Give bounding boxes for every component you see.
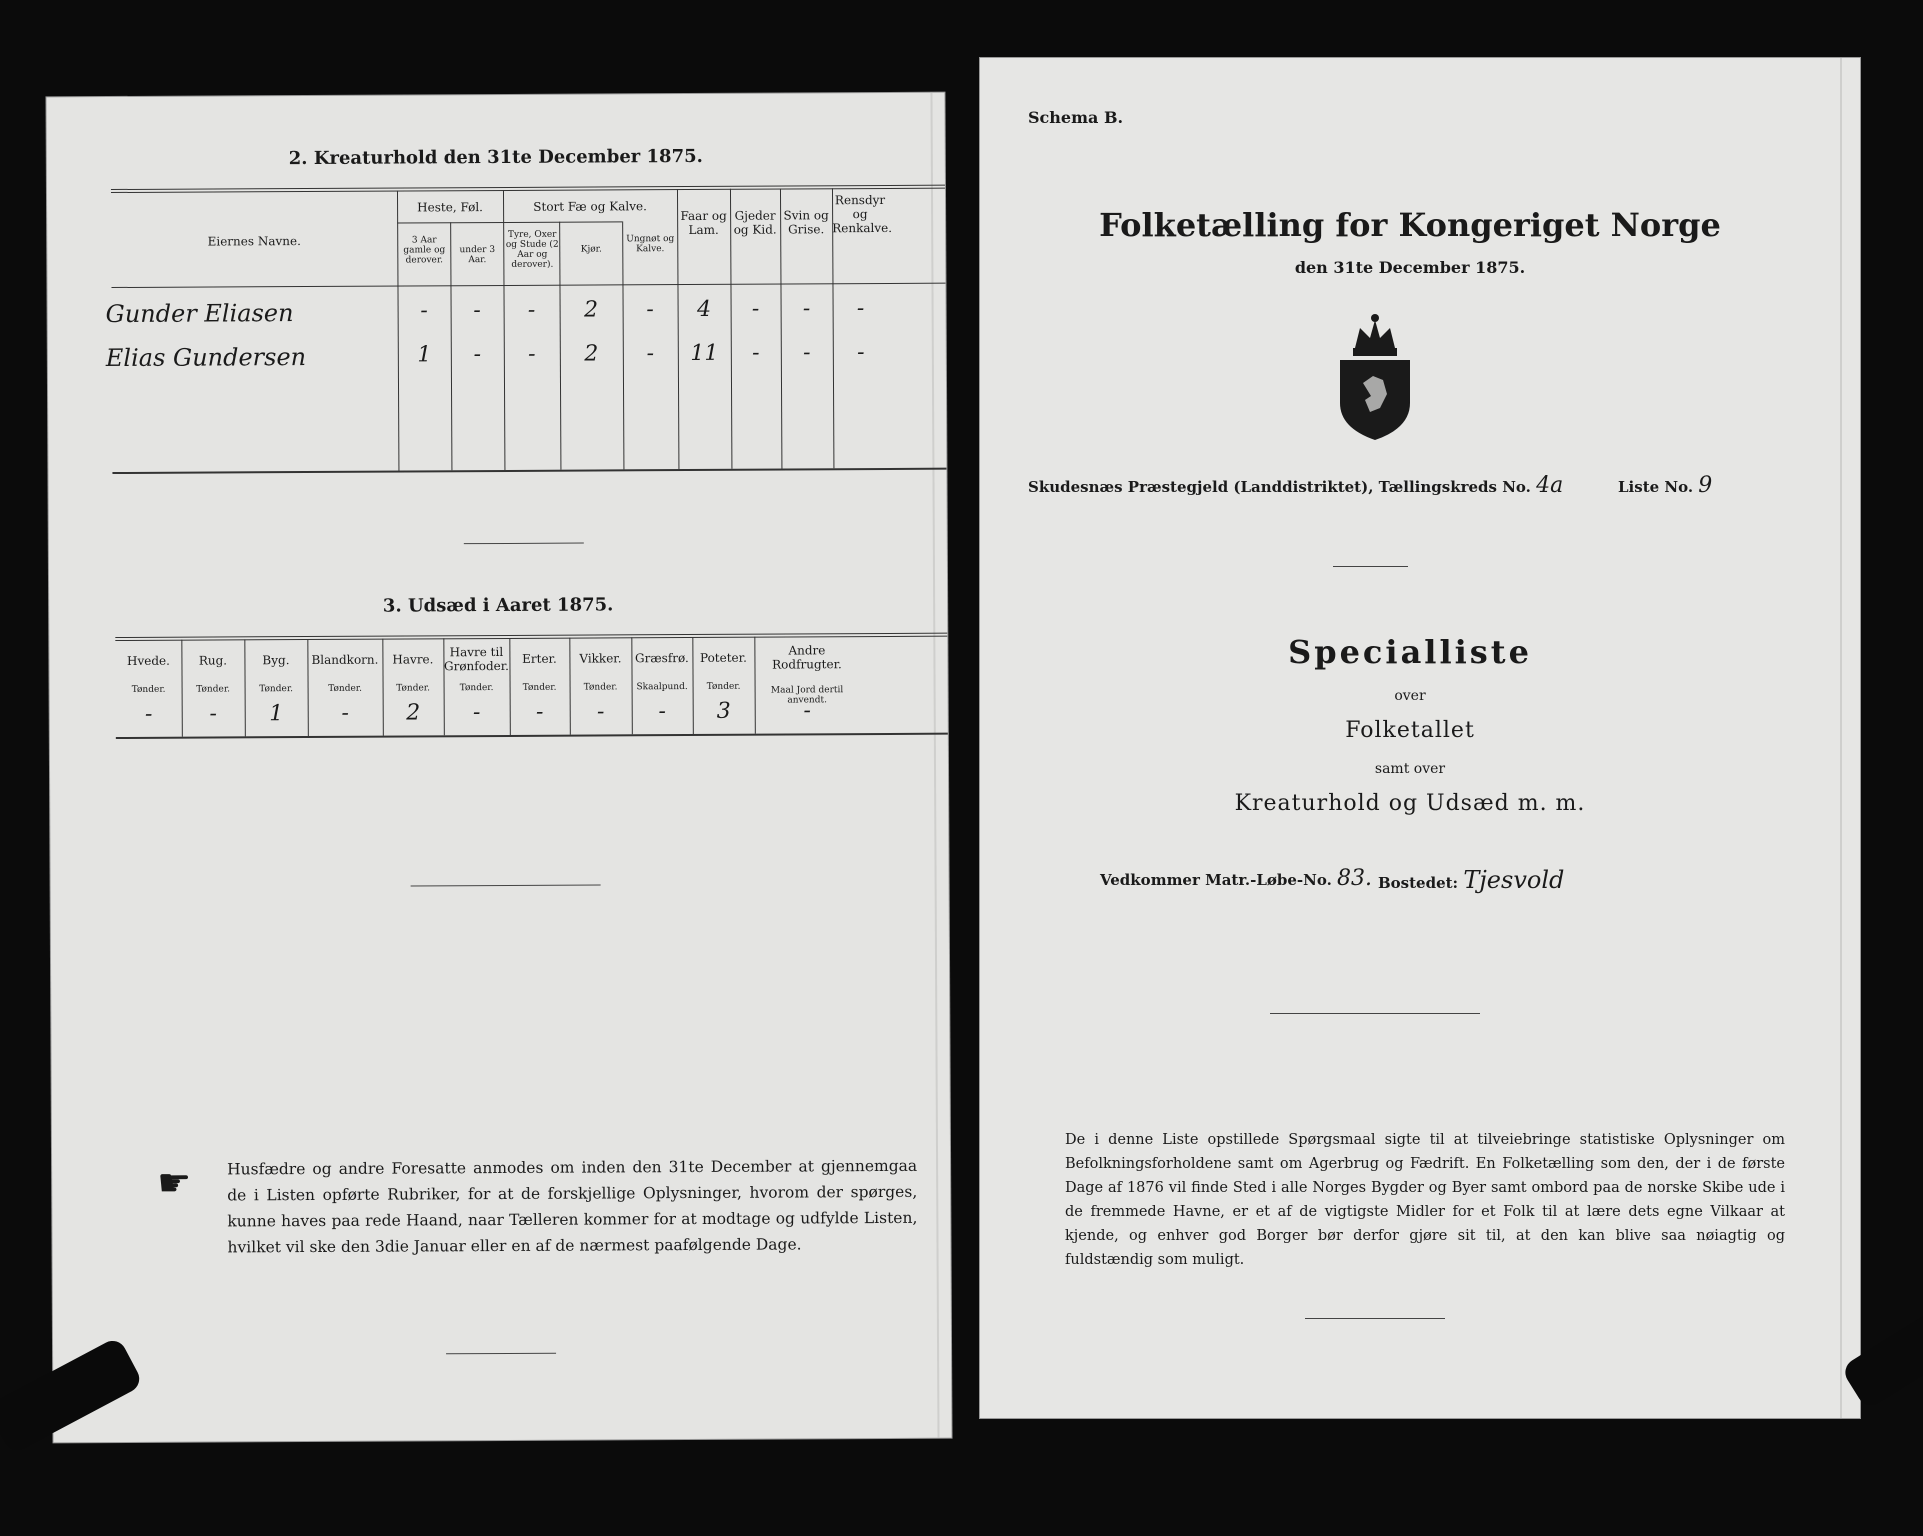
table-cell: - bbox=[527, 297, 536, 323]
sowing-col-header: Rug. bbox=[198, 653, 228, 668]
sowing-col-header: Blandkorn. bbox=[311, 652, 379, 667]
sowing-col-unit: Skaalpund. bbox=[636, 682, 688, 693]
bulls-header: Tyre, Oxer og Stude (2 Aar og derover). bbox=[505, 229, 559, 270]
young-cattle-header: Ungnøt og Kalve. bbox=[626, 234, 675, 255]
sheep-header: Faar og Lam. bbox=[680, 208, 727, 238]
table-cell: 2 bbox=[406, 700, 421, 726]
sowing-col-header: Vikker. bbox=[579, 651, 622, 666]
table-cell: - bbox=[658, 699, 666, 725]
sowing-col-header: Hvede. bbox=[126, 653, 170, 668]
sowing-title: 3. Udsæd i Aaret 1875. bbox=[382, 594, 614, 617]
page-edge bbox=[930, 93, 939, 1438]
horse-old-header: 3 Aar gamle og derover. bbox=[403, 235, 446, 266]
matr-label: Vedkommer Matr.-Løbe-No. bbox=[1100, 871, 1332, 889]
cattle-header: Stort Fæ og Kalve. bbox=[533, 199, 647, 214]
samt-over-label: samt over bbox=[1374, 761, 1446, 777]
sowing-col-unit: Tønder. bbox=[259, 684, 294, 695]
table-cell: - bbox=[803, 698, 811, 724]
table-cell: - bbox=[646, 297, 654, 323]
table-cell: - bbox=[803, 340, 811, 366]
matr-line bbox=[1100, 866, 1372, 891]
folketallet-label: Folketallet bbox=[1345, 718, 1475, 743]
table-cell: - bbox=[802, 296, 811, 322]
divider bbox=[1270, 1013, 1480, 1014]
district-label: Skudesnæs Præstegjeld (Landdistriktet), Tællingskreds No. bbox=[1028, 478, 1531, 496]
table-cell: - bbox=[473, 298, 481, 324]
sowing-col-header: Erter. bbox=[522, 651, 557, 666]
table-cell: 1 bbox=[417, 342, 432, 368]
table-cell: 11 bbox=[690, 340, 719, 366]
table-cell: - bbox=[596, 699, 605, 725]
coat-of-arms-emblem bbox=[1325, 308, 1425, 443]
table-cell: 2 bbox=[584, 297, 599, 323]
right-page bbox=[980, 58, 1860, 1418]
table-cell: - bbox=[751, 296, 760, 322]
table-cell: 4 bbox=[697, 296, 712, 322]
divider bbox=[1333, 566, 1408, 567]
sowing-col-header: Havre. bbox=[392, 652, 434, 667]
sowing-col-unit: Tønder. bbox=[706, 681, 741, 692]
census-title: Folketælling for Kongeriget Norge bbox=[1099, 206, 1721, 244]
over-label: over bbox=[1394, 688, 1426, 704]
livestock-sowing-label: Kreaturhold og Udsæd m. m. bbox=[1234, 791, 1586, 816]
sowing-col-unit: Tønder. bbox=[131, 684, 166, 695]
sowing-col-unit: Tønder. bbox=[196, 684, 231, 695]
sowing-col-header: Byg. bbox=[262, 653, 290, 668]
district-line bbox=[1028, 473, 1563, 498]
table-cell: - bbox=[857, 340, 865, 366]
table-cell: - bbox=[856, 296, 865, 322]
page-edge bbox=[1840, 58, 1842, 1418]
sowing-col-unit: Tønder. bbox=[522, 682, 557, 693]
left-page bbox=[46, 93, 951, 1443]
horses-header: Heste, Føl. bbox=[417, 200, 484, 215]
owner-col-header: Eiernes Navne. bbox=[207, 234, 301, 249]
bosted-value: Tjesvold bbox=[1463, 866, 1565, 894]
table-cell: - bbox=[528, 341, 536, 367]
cows-header: Kjør. bbox=[580, 244, 602, 255]
sowing-col-unit: Maal Jord dertil anvendt. bbox=[770, 685, 844, 706]
livestock-table bbox=[46, 93, 944, 98]
table-cell: - bbox=[472, 700, 481, 726]
sowing-col-header: Andre Rodfrugter. bbox=[772, 643, 842, 672]
pigs-header: Svin og Grise. bbox=[783, 208, 829, 237]
bosted-line bbox=[1378, 866, 1564, 894]
divider bbox=[446, 1353, 556, 1355]
sowing-col-header: Havre til Grønfoder. bbox=[443, 644, 509, 674]
footer-notice: De i denne Liste opstillede Spørgsmaal sigte til at tilveiebringe statistiske Oplysninger om Befolkningsforholdene samt om Agerbrug og Fædrift. En Folketælling som den, der i de første Dage af 1876 vil finde Sted i alle Norges Bygder og Byer samt ombord paa de norske Skibe ude i de fremmede Havne, er et af de vigtigste Midler for et Folk til at lære dets egne Vilkaar at kjende, og enhver god Borger bør derfor gjøre sit til, at den kan blive saa nøiagtig og fuldstændig som muligt. bbox=[1065, 1132, 1785, 1268]
district-number: 4a bbox=[1536, 473, 1564, 498]
owner-name-2: Elias Gundersen bbox=[105, 343, 307, 373]
sowing-table bbox=[46, 93, 944, 98]
sowing-col-unit: Tønder. bbox=[459, 683, 494, 694]
table-cell: - bbox=[420, 298, 428, 324]
list-label: Liste No. bbox=[1618, 478, 1694, 496]
goats-header: Gjeder og Kid. bbox=[733, 208, 777, 237]
table-cell: - bbox=[535, 699, 544, 725]
table-cell: 1 bbox=[269, 701, 284, 727]
sowing-col-unit: Tønder. bbox=[328, 683, 363, 694]
table-cell: 2 bbox=[584, 341, 599, 367]
sowing-col-unit: Tønder. bbox=[583, 682, 618, 693]
horse-young-header: under 3 Aar. bbox=[459, 245, 496, 266]
matr-number: 83. bbox=[1337, 866, 1373, 891]
instructions-notice: Husfædre og andre Foresatte anmodes om inden den 31te December at gjennemgaa de i Listen opførte Rubriker, for at de forskjellige Oplysninger, hvorom der spørges, kunne haves paa rede Haand, naar Tælleren kommer for at modtage og udfylde Listen, hvilket vil ske den 3die Januar eller en af de nærmest paafølgende Dage. bbox=[227, 1156, 918, 1257]
divider bbox=[411, 884, 601, 886]
table-cell: - bbox=[473, 342, 482, 368]
sowing-col-header: Poteter. bbox=[699, 650, 747, 665]
list-number: 9 bbox=[1698, 473, 1713, 498]
table-cell: - bbox=[752, 340, 760, 366]
schema-label: Schema B. bbox=[1028, 108, 1124, 127]
census-date: den 31te December 1875. bbox=[1294, 258, 1526, 277]
sowing-col-unit: Tønder. bbox=[396, 683, 431, 694]
bosted-label: Bostedet: bbox=[1378, 874, 1459, 892]
livestock-title: 2. Kreaturhold den 31te December 1875. bbox=[288, 145, 703, 170]
table-cell: - bbox=[144, 701, 153, 727]
pointing-hand-icon: ☛ bbox=[157, 1160, 192, 1205]
table-cell: 3 bbox=[716, 698, 731, 724]
list-line bbox=[1618, 473, 1712, 498]
divider bbox=[1305, 1318, 1445, 1319]
table-cell: - bbox=[341, 700, 349, 726]
special-list-title: Specialliste bbox=[1288, 633, 1532, 671]
table-cell: - bbox=[646, 341, 655, 367]
divider bbox=[464, 543, 584, 545]
sowing-col-header: Græsfrø. bbox=[635, 651, 689, 666]
table-cell: - bbox=[209, 701, 218, 727]
owner-name-1: Gunder Eliasen bbox=[105, 299, 294, 329]
reindeer-header: Rensdyr og Renkalve. bbox=[832, 192, 893, 236]
